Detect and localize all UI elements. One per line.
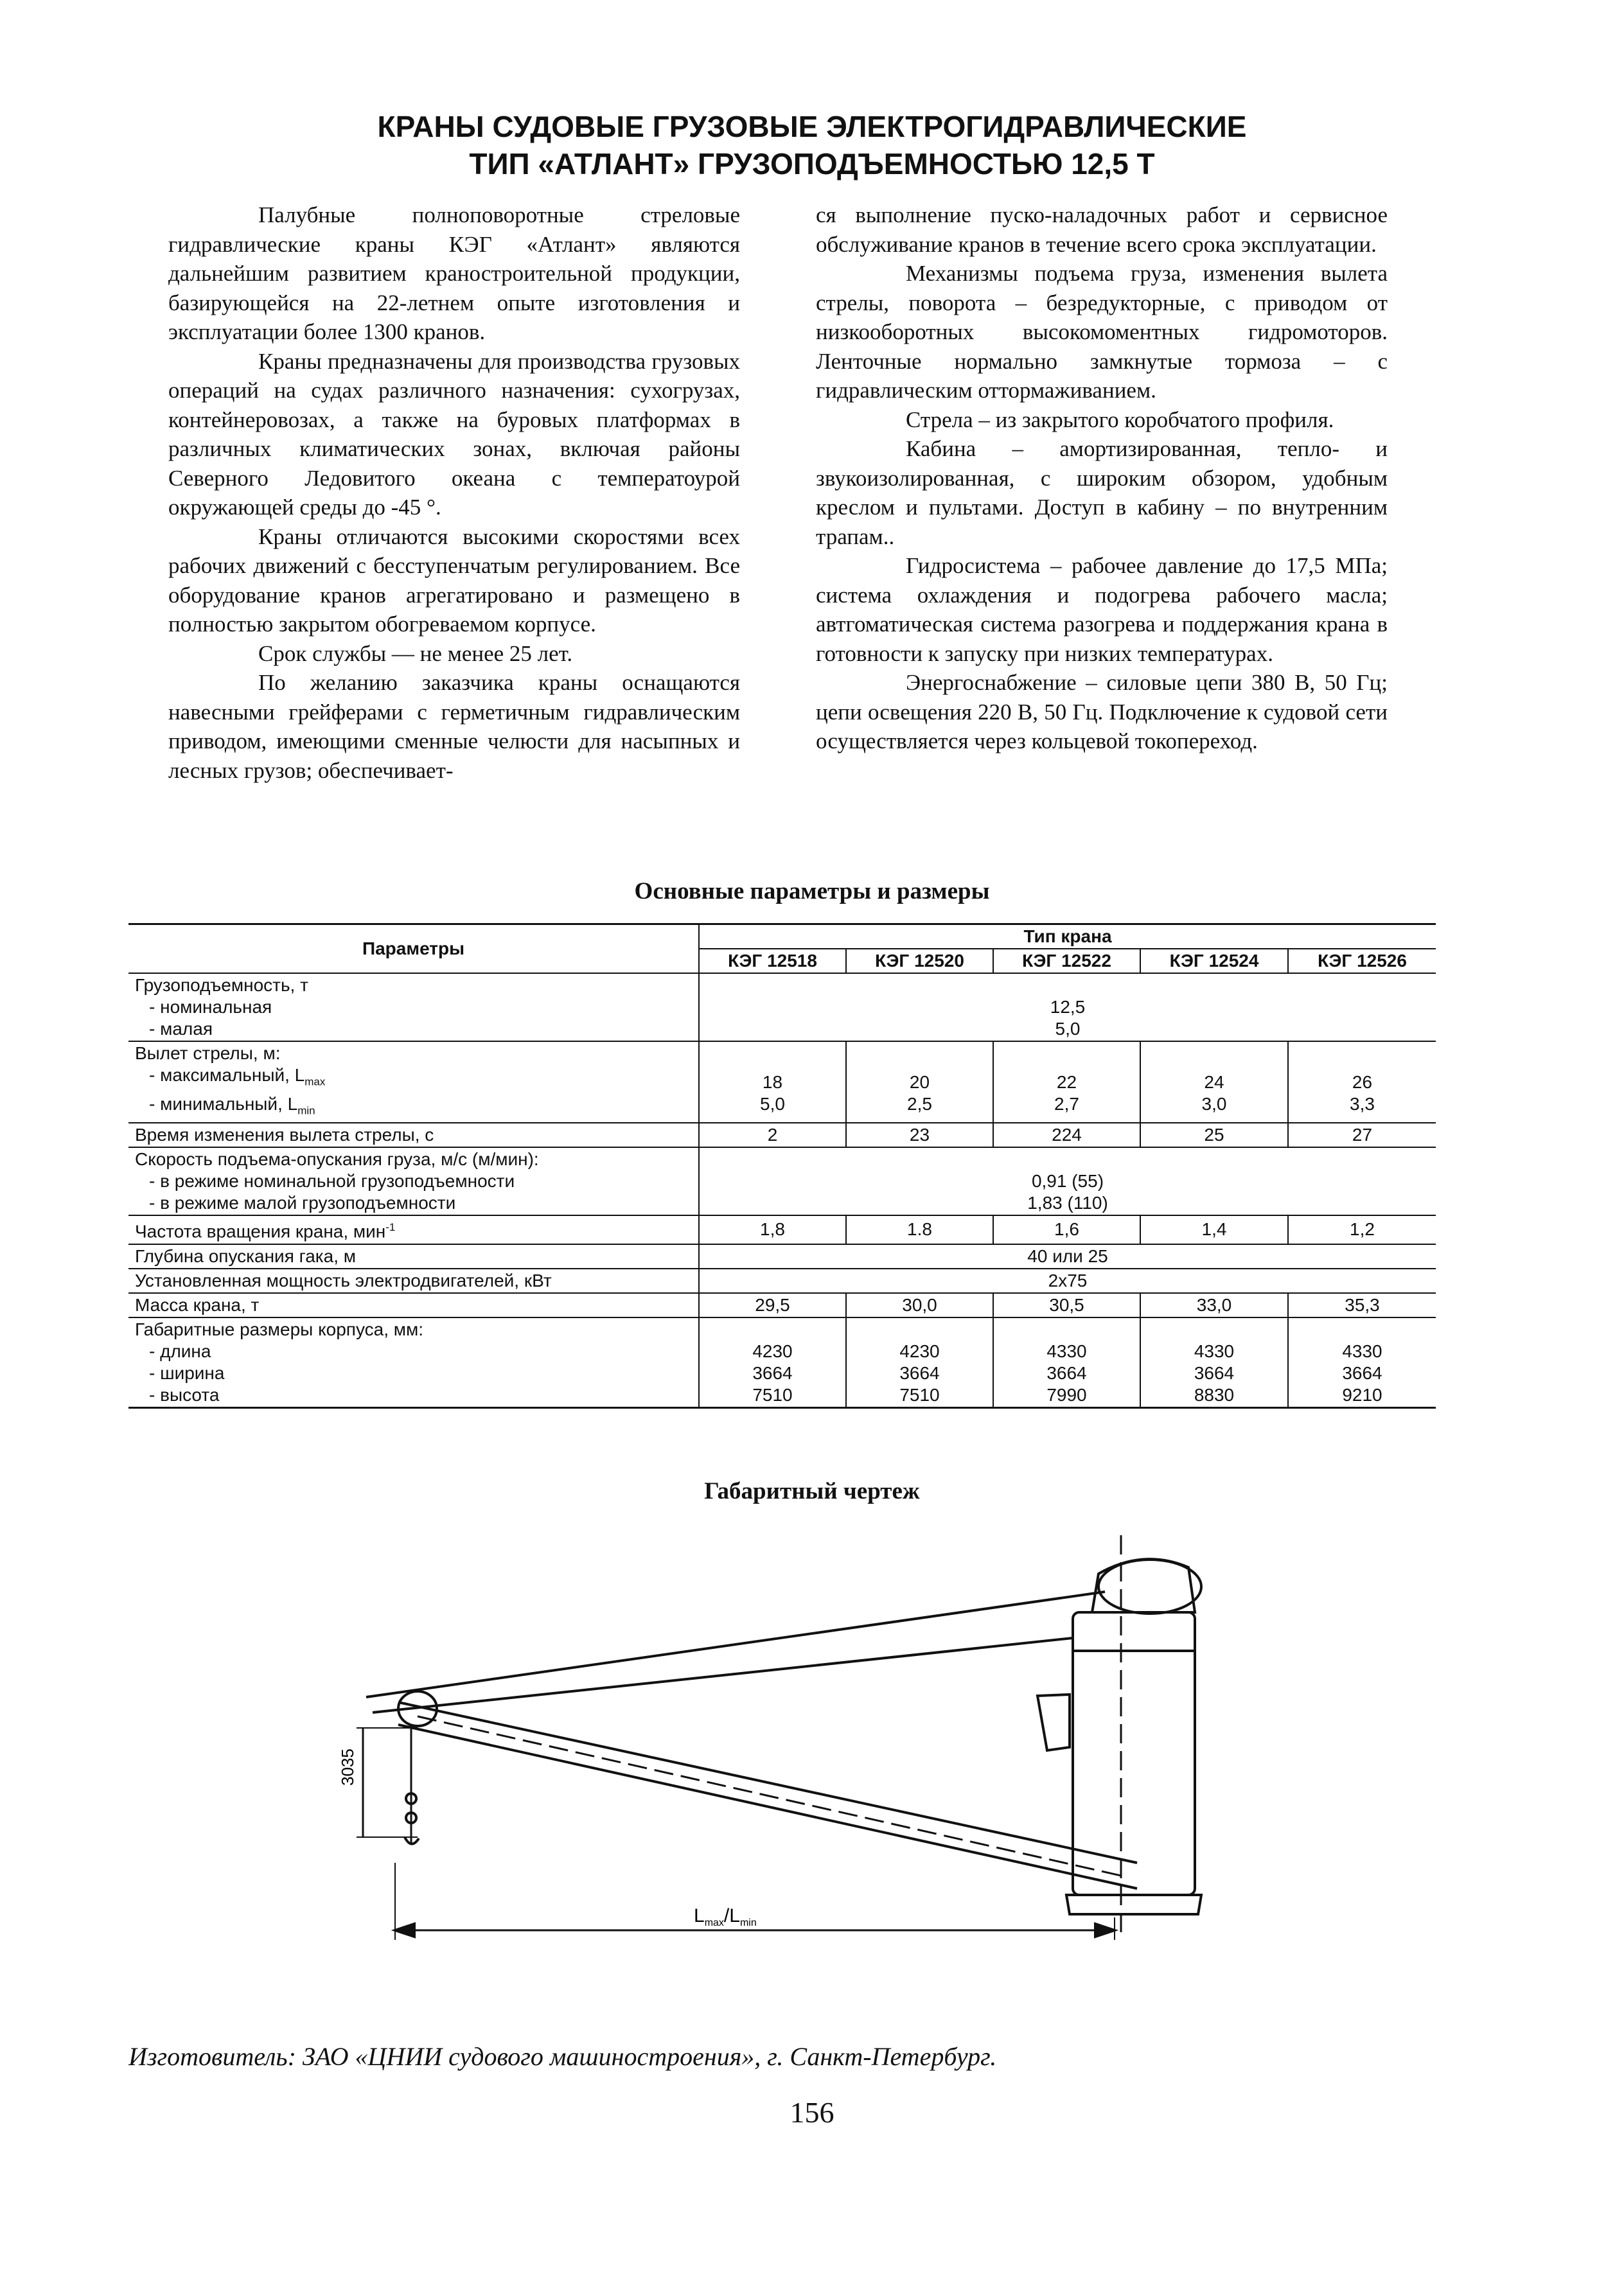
crane-top	[1092, 1559, 1195, 1612]
paragraph: Палубные полноповоротные стреловые гидравлические краны КЭГ «Атлант» являются дальнейшим развитием краностроительной продукции, базирующейся на 22-летнем опыте изготовления и эксплуатации более 1300 кранов.	[168, 202, 740, 344]
value-cell: 224	[993, 1123, 1140, 1147]
paragraph: Краны отличаются высокими скоростями всех рабочих движений с бесступенчатым регулированием. Все оборудование кранов агрегатировано и размещено в полностью закрытом обогреваемом корпусе.	[168, 524, 740, 637]
value-cell: 4330 3664 7990	[993, 1317, 1140, 1408]
value-cell: 33,0	[1140, 1293, 1288, 1317]
capacity-nominal: 12,5	[1050, 997, 1086, 1017]
value-cell: 30,5	[993, 1293, 1140, 1317]
table-row-slewing	[128, 1215, 1436, 1244]
jib-axis	[418, 1716, 1121, 1876]
paragraph: Кабина – амортизированная, тепло- и звукоизолированная, с широким обзором, удобным креслом и пультами. Доступ в кабину – по внутренним трапам..	[816, 436, 1388, 549]
table-row-capacity	[128, 973, 1436, 1041]
table-row-mass	[128, 1293, 1436, 1317]
table-row-reach	[128, 1041, 1436, 1123]
paragraph: Стрела – из закрытого коробчатого профиля.	[906, 407, 1334, 432]
row-label: Скорость подъема-опускания груза, м/с (м/мин): - в режиме номинальной грузоподъемности - в режиме малой грузоподъемности	[128, 1147, 699, 1215]
table-row-hoist-speed	[128, 1147, 1436, 1215]
row-label: Глубина опускания гака, м	[128, 1244, 699, 1269]
value-cell: 1,2	[1288, 1215, 1436, 1244]
table-row-luffing-time	[128, 1123, 1436, 1147]
value-cell: 26 3,3	[1288, 1041, 1436, 1123]
drawing-heading: Габаритный чертеж	[704, 1478, 920, 1504]
page-number: 156	[790, 2096, 834, 2129]
row-label: Габаритные размеры корпуса, мм: - длина - ширина - высота	[128, 1317, 699, 1408]
table-row-hook-depth	[128, 1244, 1436, 1269]
dim-3035-label: 3035	[338, 1748, 357, 1786]
value-cell: 4230 3664 7510	[846, 1317, 993, 1408]
param-header: Параметры	[128, 924, 699, 974]
merged-value-cell: 40 или 25	[699, 1244, 1436, 1269]
value-cell: 1,6	[993, 1215, 1140, 1244]
row-label: Частота вращения крана, мин$^{-1}$	[128, 1215, 699, 1244]
value-cell: 20 2,5	[846, 1041, 993, 1123]
title-line-1: КРАНЫ СУДОВЫЕ ГРУЗОВЫЕ ЭЛЕКТРОГИДРАВЛИЧЕСКИЕ	[377, 110, 1247, 143]
jib-lower-edge	[398, 1725, 1137, 1889]
value-cell: 1,8	[699, 1215, 846, 1244]
capacity-small: 5,0	[1055, 1019, 1081, 1039]
value-cell: 1.8	[846, 1215, 993, 1244]
value-cell: 24 3,0	[1140, 1041, 1288, 1123]
model-header: КЭГ 12520	[846, 949, 993, 973]
type-header: Тип крана	[699, 924, 1436, 949]
row-label: Время изменения вылета стрелы, с	[128, 1123, 699, 1147]
value-cell: 1,4	[1140, 1215, 1288, 1244]
parameters-table	[128, 923, 1436, 1409]
manufacturer-note: Изготовитель: ЗАО «ЦНИИ судового машиностроения», г. Санкт-Петербург.	[128, 2042, 997, 2071]
model-header: КЭГ 12524	[1140, 949, 1288, 973]
paragraph: Механизмы подъема груза, изменения вылета стрелы, поворота – безредукторные, с приводом от низкооборотных высокомоментных гидромоторов. Ленточные нормально замкнутые тормоза – с гидравлическим оттормаживанием.	[816, 261, 1388, 403]
right-text-column	[816, 200, 1388, 756]
value-cell: 30,0	[846, 1293, 993, 1317]
model-header: КЭГ 12518	[699, 949, 846, 973]
left-text-column	[168, 200, 740, 785]
value-cell: 4330 3664 9210	[1288, 1317, 1436, 1408]
row-label: Вылет стрелы, м: - максимальный, $L_{max}$ - минимальный, $L_{min}$	[128, 1041, 699, 1123]
value-cell: 4230 3664 7510	[699, 1317, 846, 1408]
value-cell: 23	[846, 1123, 993, 1147]
reach-label: $L_{max}/L_{min}$	[694, 1905, 757, 1928]
merged-value-cell: 2x75	[699, 1269, 1436, 1293]
value-cell: 29,5	[699, 1293, 846, 1317]
boom-upper-edge	[366, 1592, 1105, 1697]
paragraph: По желанию заказчика краны оснащаются навесными грейферами с герметичным гидравлическим приводом, имеющими сменные челюсти для насыпных и лесных грузов; обеспечивает-	[168, 670, 740, 783]
row-label: Установленная мощность электродвигателей, кВт	[128, 1269, 699, 1293]
merged-value-cell	[699, 973, 1436, 1041]
value-cell: 18 5,0	[699, 1041, 846, 1123]
table-heading: Основные параметры и размеры	[634, 878, 990, 904]
value-cell: 2	[699, 1123, 846, 1147]
value-cell: 22 2,7	[993, 1041, 1140, 1123]
table-header-row	[128, 924, 1436, 949]
boom-upper-inner-edge	[373, 1638, 1073, 1713]
row-label: Масса крана, т	[128, 1293, 699, 1317]
value-cell: 35,3	[1288, 1293, 1436, 1317]
paragraph: Гидросистема – рабочее давление до 17,5 МПа; система охлаждения и подогрева рабочего масла; автгоматическая система разогрева и поддержания крана в готовности к запуску при низких температурах.	[816, 553, 1388, 666]
crane-drawing	[334, 1529, 1221, 1991]
table-row-dimensions	[128, 1317, 1436, 1408]
page-title	[0, 108, 1624, 182]
cabin	[1037, 1695, 1070, 1750]
hoist-speed-small: 1,83 (110)	[1027, 1193, 1108, 1213]
title-line-2: ТИП «АТЛАНТ» ГРУЗОПОДЪЕМНОСТЬЮ 12,5 Т	[469, 147, 1155, 181]
row-label: Грузоподъемность, т - номинальная - малая	[128, 973, 699, 1041]
merged-value-cell	[699, 1147, 1436, 1215]
crane-base	[1066, 1895, 1201, 1914]
paragraph: Краны предназначены для производства грузовых операций на судах различного назначения: сухогрузах, контейнеровозах, а также на буровых платформах в различных климатических зонах, включая районы Северного Ледовитого океана с температоурой окружающей среды до -45 °.	[168, 348, 740, 520]
paragraph-continuation: ся выполнение пуско-наладочных работ и сервисное обслуживание кранов в течение всего срока эксплуатации.	[816, 202, 1388, 257]
paragraph: Энергоснабжение – силовые цепи 380 В, 50 Гц; цепи освещения 220 В, 50 Гц. Подключение к судовой сети осуществляется через кольцевой токопереход.	[816, 670, 1388, 753]
model-header: КЭГ 12526	[1288, 949, 1436, 973]
value-cell: 4330 3664 8830	[1140, 1317, 1288, 1408]
model-header: КЭГ 12522	[993, 949, 1140, 973]
value-cell: 27	[1288, 1123, 1436, 1147]
paragraph: Срок службы — не менее 25 лет.	[258, 640, 573, 666]
table-row-power	[128, 1269, 1436, 1293]
jib-upper-edge	[398, 1702, 1137, 1863]
hoist-speed-nominal: 0,91 (55)	[1031, 1171, 1104, 1192]
value-cell: 25	[1140, 1123, 1288, 1147]
